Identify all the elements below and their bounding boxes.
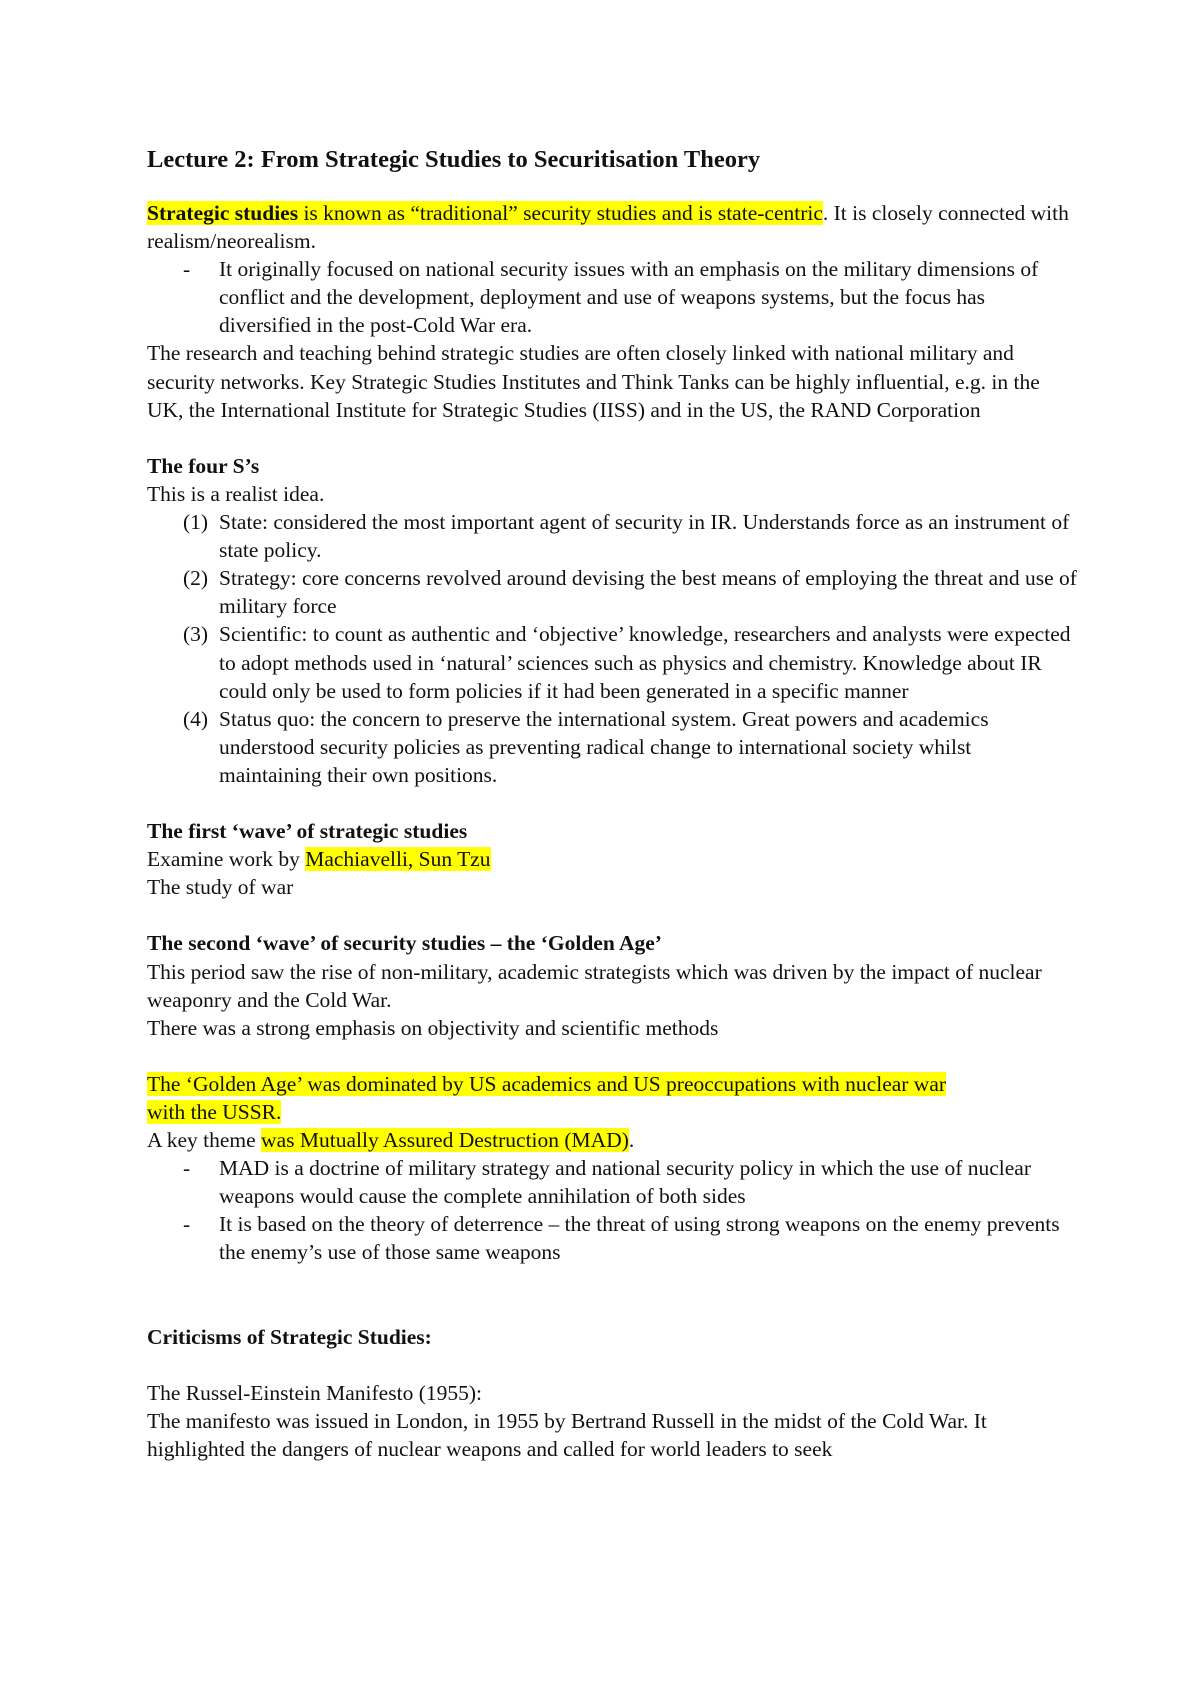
intro-paragraph-1-rest: . It is closely connected with realism/neorealism. [147, 201, 1069, 254]
list-item [147, 255, 1077, 339]
second-wave-paragraph-2: There was a strong emphasis on objectivity and scientific methods [147, 1015, 719, 1040]
highlight-strategic-studies: Strategic studies [147, 201, 299, 225]
section-heading-four-s: The four S’s [147, 453, 260, 478]
intro-paragraph-2: The research and teaching behind strategic studies are often closely linked with national military and security networks. Key Strategic Studies Institutes and Think Tanks can be highly influential, e.g. in the UK, the International Institute for Strategic Studies (IISS) and in the US, the RAND Corporation [147, 341, 1040, 422]
document-page [147, 146, 1077, 1463]
highlight-golden-age: The ‘Golden Age’ was dominated by US academics and US preoccupations with nuclear war [147, 1071, 947, 1096]
intro-paragraph-1 [147, 199, 1077, 255]
list-number: (2) [183, 566, 209, 591]
mad-key-theme [147, 1126, 1077, 1154]
dash-marker: - [183, 257, 191, 282]
list-item [147, 705, 1077, 789]
section-heading-first-wave: The first ‘wave’ of strategic studies [147, 819, 468, 844]
manifesto-subheading: The Russel-Einstein Manifesto (1955): [147, 1380, 482, 1405]
second-wave-paragraph-1: This period saw the rise of non-military, academic strategists which was driven by the impact of nuclear weaponry and the Cold War. [147, 959, 1042, 1012]
first-wave-line-2: The study of war [147, 875, 294, 900]
list-item [147, 1154, 1077, 1210]
list-item-text: MAD is a doctrine of military strategy and national security policy in which the use of nuclear weapons would cause the complete annihilation of both sides [219, 1156, 1031, 1209]
section-heading-second-wave: The second ‘wave’ of security studies – the ‘Golden Age’ [147, 931, 662, 956]
list-item-text: Status quo: the concern to preserve the international system. Great powers and academics understood security policies as preventing radical change to international society whilst maintaining their own positions. [219, 706, 989, 787]
list-item-text: Strategy: core concerns revolved around devising the best means of employing the threat and use of military force [219, 566, 1077, 619]
mad-bullet-list [147, 1154, 1077, 1266]
list-item-text: Scientific: to count as authentic and ‘objective’ knowledge, researchers and analysts were expected to adopt methods used in ‘natural’ sciences such as physics and chemistry. Knowledge about IR could only be used to form policies if it had been generated in a specific manner [219, 622, 1071, 703]
mad-key-theme-end: . [628, 1128, 635, 1153]
highlight-mad: was Mutually Assured Destruction (MAD) [261, 1128, 629, 1153]
list-item-text: State: considered the most important agent of security in IR. Understands force as an instrument of state policy. [219, 510, 1070, 563]
dash-marker: - [183, 1212, 191, 1237]
golden-age-paragraph [147, 1070, 1077, 1126]
document-title: Lecture 2: From Strategic Studies to Securitisation Theory [147, 146, 761, 173]
list-item [147, 508, 1077, 564]
highlight-intro-definition: is known as “traditional” security studies and is state-centric [298, 201, 823, 225]
four-s-intro: This is a realist idea. [147, 481, 325, 506]
list-number: (1) [183, 510, 209, 535]
list-item [147, 564, 1077, 620]
dash-marker: - [183, 1156, 191, 1181]
highlight-machiavelli-sun-tzu: Machiavelli, Sun Tzu [305, 847, 491, 872]
list-number: (4) [183, 706, 209, 731]
four-s-list [147, 508, 1077, 789]
highlight-golden-age-cont: with the USSR. [147, 1100, 282, 1124]
first-wave-line-1 [147, 845, 1077, 873]
mad-key-theme-text: A key theme [147, 1128, 262, 1153]
section-heading-criticisms: Criticisms of Strategic Studies: [147, 1324, 432, 1349]
first-wave-line-1-text: Examine work by [147, 847, 306, 872]
list-item [147, 1210, 1077, 1266]
list-item [147, 620, 1077, 704]
manifesto-paragraph: The manifesto was issued in London, in 1955 by Bertrand Russell in the midst of the Cold War. It highlighted the dangers of nuclear weapons and called for world leaders to seek [147, 1408, 987, 1461]
list-item-text: It is based on the theory of deterrence – the threat of using strong weapons on the enemy prevents the enemy’s use of those same weapons [219, 1212, 1060, 1265]
list-number: (3) [183, 622, 209, 647]
list-item-text: It originally focused on national security issues with an emphasis on the military dimensions of conflict and the development, deployment and use of weapons systems, but the focus has diversified in the post-Cold War era. [219, 257, 1039, 338]
intro-bullet-list [147, 255, 1077, 339]
